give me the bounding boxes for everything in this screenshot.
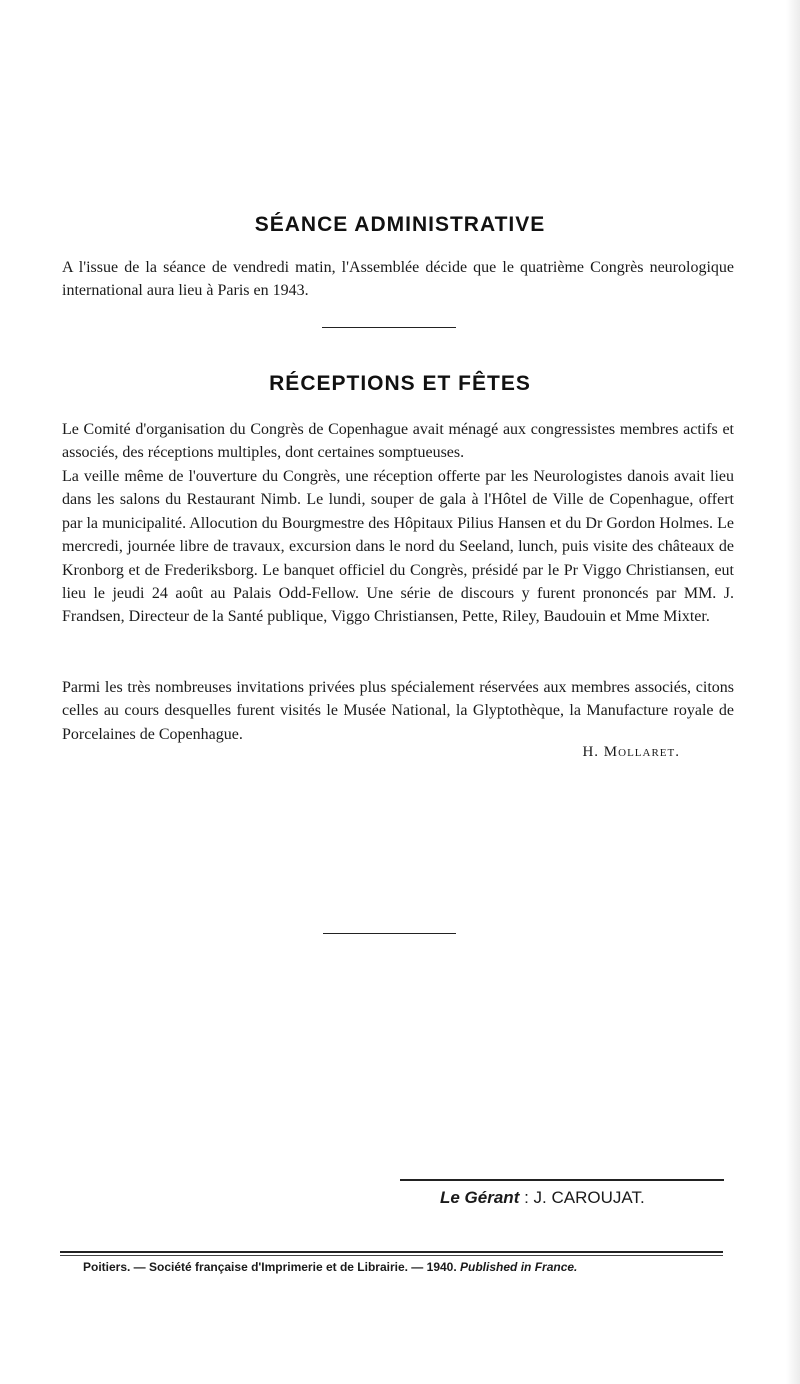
gerant-line: [440, 1188, 645, 1208]
section-title-receptions: RÉCEPTIONS ET FÊTES: [269, 372, 531, 395]
gerant-label: Le Gérant: [440, 1188, 520, 1207]
page-edge-shadow: [786, 0, 800, 1384]
gerant-separator: :: [519, 1188, 534, 1207]
section-title-seance: SÉANCE ADMINISTRATIVE: [254, 213, 546, 236]
imprint-rule-thin: [60, 1255, 723, 1256]
gerant-rule: [400, 1179, 724, 1181]
paragraph-receptions-1: Le Comité d'organisation du Congrès de Copenhague avait ménagé aux congressistes membres actifs et associés, des réceptions multiples, dont certaines somptueuses.: [62, 421, 734, 462]
imprint-line: [83, 1260, 723, 1274]
imprint-published: Published in France.: [460, 1260, 578, 1274]
paragraph-seance: A l'issue de la séance de vendredi matin, l'Assemblée décide que le quatrième Congrès neurologique international aura lieu à Paris en 1943.: [62, 259, 734, 300]
divider-rule: [322, 327, 456, 328]
imprint-rule: [60, 1251, 723, 1253]
author-signature: H. Mollaret.: [582, 744, 680, 760]
paragraph-receptions-2: La veille même de l'ouverture du Congrès, une réception offerte par les Neurologistes danois avait lieu dans les salons du Restaurant Nimb. Le lundi, souper de gala à l'Hôtel de Ville de Copenhague, offert par la municipalité. Allocution du Bourgmestre des Hôpitaux Pilius Hansen et du Dr Gordon Holmes. Le mercredi, journée libre de travaux, excursion dans le nord du Seeland, lunch, puis visite des châteaux de Kronborg et de Frederiksborg. Le banquet officiel du Congrès, présidé par le Pr Viggo Christiansen, eut lieu le jeudi 24 août au Palais Odd-Fellow. Une série de discours y furent prononcés par MM. J. Frandsen, Directeur de la Santé publique, Viggo Christiansen, Pette, Riley, Baudouin et Mme Mixter.: [62, 468, 734, 626]
paragraph-receptions-3: Parmi les très nombreuses invitations privées plus spécialement réservées aux membres associés, citons celles au cours desquelles furent visités le Musée National, la Glyptothèque, la Manufacture royale de Porcelaines de Copenhague.: [62, 679, 734, 743]
imprint-main: Poitiers. — Société française d'Imprimerie et de Librairie. — 1940.: [83, 1260, 457, 1274]
gerant-name: J. CAROUJAT.: [533, 1188, 645, 1207]
divider-rule-2: [323, 933, 456, 934]
